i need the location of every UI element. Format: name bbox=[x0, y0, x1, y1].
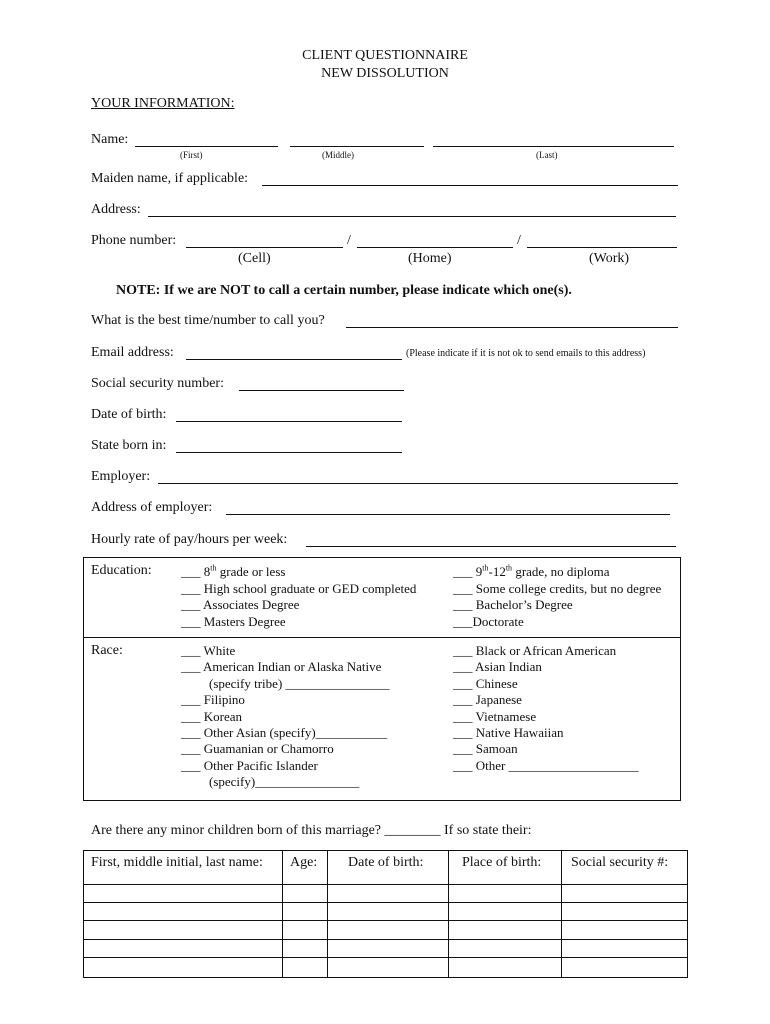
option-row[interactable] bbox=[453, 709, 536, 725]
option-blank[interactable]: ___ bbox=[453, 757, 473, 773]
option-label: Samoan bbox=[475, 741, 518, 757]
email-label: Email address: bbox=[91, 345, 174, 360]
option-row[interactable] bbox=[181, 597, 299, 613]
race-label: Race: bbox=[91, 643, 123, 658]
ordinal-suffix: th bbox=[482, 563, 489, 573]
last-caption: (Last) bbox=[536, 150, 558, 160]
option-row[interactable] bbox=[181, 643, 235, 659]
option-blank[interactable]: ___ bbox=[453, 708, 473, 724]
option-label bbox=[204, 564, 286, 579]
option-row[interactable] bbox=[181, 758, 318, 774]
option-blank[interactable]: ___ bbox=[181, 692, 201, 708]
option-blank[interactable]: ___ bbox=[453, 659, 473, 675]
option-blank[interactable]: ___ bbox=[453, 564, 473, 579]
option-row[interactable] bbox=[181, 725, 387, 741]
option-blank[interactable]: ___ bbox=[181, 708, 201, 724]
option-row[interactable] bbox=[453, 659, 542, 675]
work-caption: (Work) bbox=[589, 251, 630, 266]
ordinal-suffix: th bbox=[505, 563, 513, 573]
option-text: grade, no diploma bbox=[512, 564, 610, 579]
ssn-field[interactable] bbox=[239, 390, 404, 391]
option-row[interactable] bbox=[453, 725, 563, 741]
option-blank[interactable]: ___ bbox=[181, 741, 201, 757]
hourly-rate-field[interactable] bbox=[306, 546, 676, 547]
table-row-divider bbox=[83, 902, 687, 903]
email-note: (Please indicate if it is not ok to send emails to this address) bbox=[406, 348, 646, 359]
option-blank[interactable]: ___ bbox=[181, 613, 201, 629]
option-label: Asian Indian bbox=[475, 659, 542, 675]
phone-slash-2: / bbox=[517, 233, 521, 248]
phone-slash-1: / bbox=[347, 233, 351, 248]
home-caption: (Home) bbox=[408, 251, 452, 266]
last-name-field[interactable] bbox=[433, 146, 674, 147]
option-blank[interactable]: ___ bbox=[181, 597, 201, 612]
education-label: Education: bbox=[91, 563, 152, 578]
option-label: American Indian or Alaska Native bbox=[203, 659, 382, 675]
option-label: (specify tribe) ________________ bbox=[209, 675, 390, 691]
option-text: -12 bbox=[488, 564, 506, 579]
home-phone-field[interactable] bbox=[357, 247, 513, 248]
best-time-label: What is the best time/number to call you? bbox=[91, 313, 325, 328]
option-blank[interactable]: ___ bbox=[181, 643, 201, 658]
option-label: Some college credits, but no degree bbox=[475, 580, 662, 596]
option-blank[interactable]: ___ bbox=[181, 564, 201, 579]
option-blank[interactable]: ___ bbox=[453, 643, 473, 658]
option-blank[interactable]: ___ bbox=[181, 757, 201, 773]
option-row[interactable] bbox=[453, 741, 518, 757]
option-row[interactable] bbox=[453, 676, 518, 692]
option-label: Bachelor’s Degree bbox=[475, 597, 573, 612]
option-blank[interactable]: ___ bbox=[453, 597, 473, 612]
option-blank[interactable]: ___ bbox=[181, 725, 201, 740]
option-row[interactable] bbox=[209, 774, 359, 790]
employer-address-label: Address of employer: bbox=[91, 500, 213, 515]
option-text: 9 bbox=[475, 564, 483, 579]
section-title: YOUR INFORMATION: bbox=[91, 96, 235, 111]
option-row[interactable] bbox=[453, 581, 661, 597]
option-label: Native Hawaiian bbox=[475, 725, 564, 740]
ordinal-suffix: th bbox=[210, 563, 217, 573]
option-row[interactable] bbox=[181, 659, 381, 675]
option-label: Associates Degree bbox=[203, 597, 300, 612]
option-blank[interactable]: ___ bbox=[453, 725, 473, 740]
col-header-ssn: Social security #: bbox=[571, 855, 669, 870]
address-label: Address: bbox=[91, 202, 141, 217]
option-row[interactable] bbox=[209, 676, 390, 692]
option-label: Vietnamese bbox=[475, 708, 537, 724]
col-header-pob: Place of birth: bbox=[462, 855, 542, 870]
form-title-line1: CLIENT QUESTIONNAIRE bbox=[302, 48, 468, 63]
first-name-field[interactable] bbox=[135, 146, 278, 147]
work-phone-field[interactable] bbox=[527, 247, 677, 248]
maiden-field[interactable] bbox=[262, 185, 678, 186]
children-question: Are there any minor children born of this marriage? ________ If so state their: bbox=[91, 823, 532, 838]
state-born-field[interactable] bbox=[176, 452, 402, 453]
address-field[interactable] bbox=[148, 216, 676, 217]
employer-address-field[interactable] bbox=[226, 514, 670, 515]
employer-field[interactable] bbox=[158, 483, 678, 484]
option-text: 8 bbox=[203, 564, 211, 579]
option-label: Other Pacific Islander bbox=[203, 757, 318, 773]
middle-caption: (Middle) bbox=[322, 150, 354, 160]
hourly-rate-label: Hourly rate of pay/hours per week: bbox=[91, 532, 288, 547]
option-row[interactable] bbox=[453, 643, 616, 659]
option-label: Japanese bbox=[475, 692, 522, 708]
option-blank[interactable]: ___ bbox=[181, 580, 201, 596]
option-row[interactable] bbox=[181, 709, 242, 725]
option-blank[interactable]: ___ bbox=[453, 613, 473, 629]
option-row[interactable] bbox=[181, 741, 334, 757]
option-label: Chinese bbox=[475, 675, 518, 691]
table-row-divider bbox=[83, 939, 687, 940]
employer-label: Employer: bbox=[91, 469, 151, 484]
dob-field[interactable] bbox=[176, 421, 402, 422]
option-label: (specify)________________ bbox=[209, 774, 360, 790]
cell-caption: (Cell) bbox=[238, 251, 271, 266]
option-label: High school graduate or GED completed bbox=[203, 580, 417, 596]
option-row[interactable] bbox=[181, 692, 245, 708]
option-label: Guamanian or Chamorro bbox=[203, 741, 334, 757]
table-row-divider bbox=[83, 920, 687, 921]
option-label bbox=[476, 564, 610, 579]
option-label: Masters Degree bbox=[203, 613, 286, 629]
maiden-label: Maiden name, if applicable: bbox=[91, 171, 249, 186]
option-label: Korean bbox=[203, 708, 243, 724]
option-row[interactable] bbox=[453, 564, 610, 580]
phone-label: Phone number: bbox=[91, 233, 177, 248]
option-label: Other Asian (specify)___________ bbox=[203, 725, 388, 740]
option-row[interactable] bbox=[453, 758, 639, 774]
option-blank[interactable]: ___ bbox=[453, 692, 473, 708]
dob-label: Date of birth: bbox=[91, 407, 167, 422]
first-caption: (First) bbox=[180, 150, 203, 160]
option-text: grade or less bbox=[216, 564, 286, 579]
option-row[interactable] bbox=[453, 597, 573, 613]
state-born-label: State born in: bbox=[91, 438, 167, 453]
option-blank[interactable]: ___ bbox=[453, 675, 473, 691]
col-header-name: First, middle initial, last name: bbox=[91, 855, 263, 870]
best-time-field[interactable] bbox=[346, 327, 678, 328]
col-header-age: Age: bbox=[290, 855, 318, 870]
middle-name-field[interactable] bbox=[290, 146, 424, 147]
phone-note: NOTE: If we are NOT to call a certain number, please indicate which one(s). bbox=[116, 283, 572, 298]
option-row[interactable] bbox=[453, 614, 524, 630]
option-label: Black or African American bbox=[475, 643, 617, 658]
option-label: Filipino bbox=[203, 692, 245, 708]
option-row[interactable] bbox=[453, 692, 522, 708]
option-row[interactable] bbox=[181, 614, 286, 630]
col-header-dob: Date of birth: bbox=[348, 855, 424, 870]
table-row-divider bbox=[83, 884, 687, 885]
name-label: Name: bbox=[91, 132, 129, 147]
ssn-label: Social security number: bbox=[91, 376, 224, 391]
table-row-divider bbox=[83, 957, 687, 958]
option-label: White bbox=[203, 643, 236, 658]
cell-phone-field[interactable] bbox=[186, 247, 343, 248]
email-field[interactable] bbox=[186, 359, 402, 360]
option-blank[interactable]: ___ bbox=[181, 659, 201, 675]
option-row[interactable] bbox=[181, 564, 285, 580]
option-label: Other ____________________ bbox=[475, 757, 639, 773]
option-blank[interactable]: ___ bbox=[453, 580, 473, 596]
option-label: Doctorate bbox=[472, 613, 524, 629]
option-blank[interactable]: ___ bbox=[453, 741, 473, 757]
education-race-divider bbox=[83, 637, 680, 638]
form-title-line2: NEW DISSOLUTION bbox=[321, 66, 449, 81]
option-row[interactable] bbox=[181, 581, 416, 597]
